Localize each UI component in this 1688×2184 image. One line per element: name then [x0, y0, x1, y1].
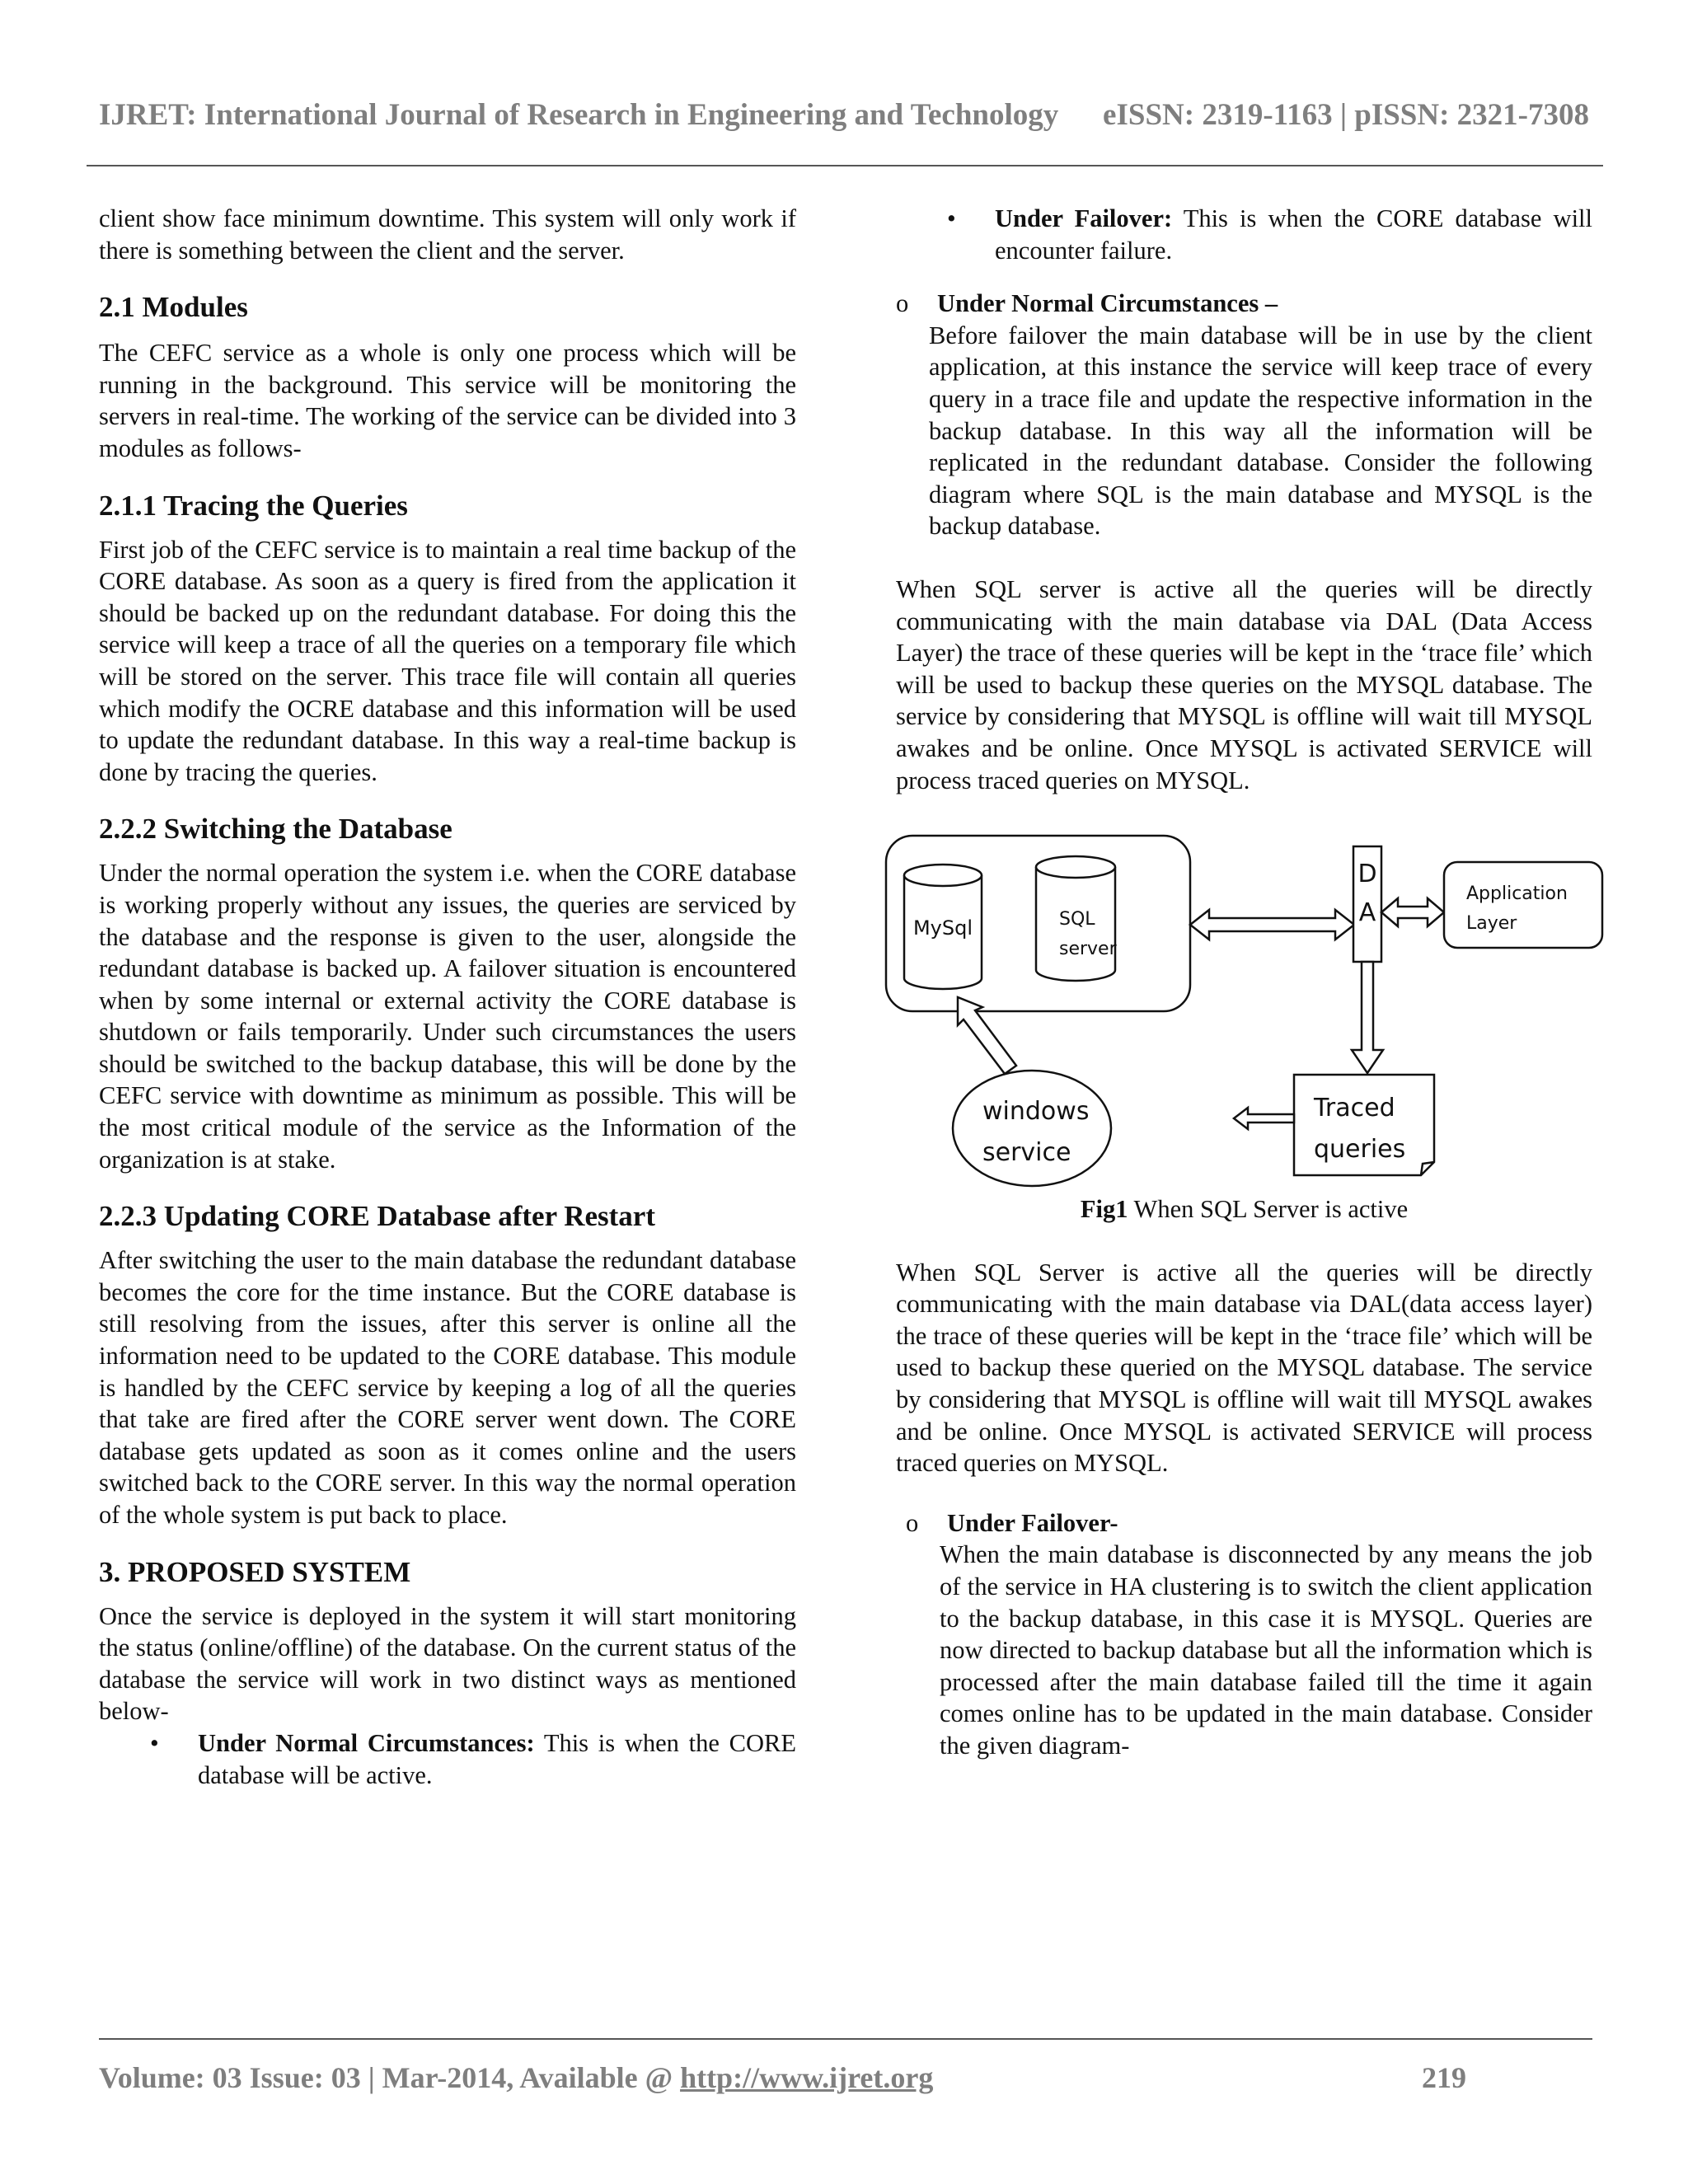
journal-title: IJRET: International Journal of Research in Engineering and Technology: [99, 98, 1059, 132]
journal-link[interactable]: http://www.ijret.org: [680, 2061, 934, 2094]
double-arrow-group-dal: [1190, 910, 1354, 940]
dal-label-line1: D: [1357, 860, 1377, 889]
section-heading-switching: 2.2.2 Switching the Database: [99, 813, 452, 846]
left-arrow-trace-service: [1234, 1108, 1294, 1129]
application-label-line2: Layer: [1466, 913, 1517, 935]
double-arrow-dal-app: [1381, 898, 1444, 926]
figure-sql-active: [884, 834, 1613, 1190]
modules-paragraph: The CEFC service as a whole is only one process which will be running in the background. This service will be monitoring the servers in real-time. The working of the service can be divided into 3 modules as follows-: [99, 339, 796, 462]
sub-item-failover-text: When the main database is disconnected by any means the job of the service in HA clustering is to switch the client application to the backup database, in this case it is MYSQL. Queries are now directed to backup database but all the information which is processed after the main database failed till the time it again comes online has to be updated in the main database. Consider the given diagram-: [940, 1540, 1592, 1760]
figure-caption: [896, 1193, 1592, 1226]
page-footer: [99, 2060, 1592, 2095]
sql-active-paragraph: When SQL server is active all the queries will be directly communicating with the main database via DAL (Data Access Layer) the trace of these queries will be kept in the ‘trace file’ which will be used to backup these queries on the MYSQL database. The service by considering that MYSQL is offline will wait till MYSQL awakes and be online. Once MYSQL is activated SERVICE will process traced queries on MYSQL.: [896, 574, 1592, 794]
bullet-failover-label: Under Failover:: [995, 204, 1173, 232]
footer-volume: Volume: 03 Issue: 03 | Mar-2014, Available @: [99, 2061, 681, 2094]
sub-item-failover: [896, 1507, 1592, 1762]
dal-label-line2: A: [1358, 898, 1376, 928]
section-heading-proposed: 3. PROPOSED SYSTEM: [99, 1555, 411, 1588]
application-label-line1: Application: [1466, 883, 1568, 905]
sub-item-normal-text: Before failover the main database will be in use by the client application, at this instance the service will keep trace of every query in a trace file and update the respective information in the backup database. In this way all the information will be replicated in the redundant database. Consider the following diagram where SQL is the main database and MYSQL is the backup database.: [929, 321, 1592, 541]
section-heading-modules: 2.1 Modules: [99, 291, 248, 324]
caption-label: Fig1: [1080, 1195, 1128, 1224]
sub-item-failover-heading: Under Failover-: [947, 1508, 1118, 1537]
bullet-failover-text: This is when the CORE database will encounter failure.: [995, 204, 1592, 265]
sql-active-paragraph-2: When SQL Server is active all the queries will be directly communicating with the main database via DAL(data access layer) the trace of these queries will be kept in the ‘trace file’ which will be used to backup these queried on the MYSQL database. The service by considering that MYSQL is offline will wait till MYSQL awakes and be online. Once MYSQL is activated SERVICE will process traced queries on MYSQL.: [896, 1258, 1592, 1478]
traced-label-line1: Traced: [1314, 1094, 1395, 1123]
updating-paragraph: After switching the user to the main database the redundant database becomes the core for the time instance. But the CORE database is still resolving from the issues, after this server is online all the information need to be updated to the CORE database. This module is handled by the CEFC service by keeping a log of all the queries that take are fired after the CORE server went down. The CORE database gets updated as soon as it comes online and the users switched back to the CORE server. In this way the normal operation of the whole system is put back to place.: [99, 1246, 796, 1529]
bullet-dot: •: [947, 204, 956, 232]
bullet-normal-label: Under Normal Circumstances:: [198, 1728, 535, 1757]
left-column: [99, 203, 796, 1791]
issn-info: eISSN: 2319-1163 | pISSN: 2321-7308: [1103, 98, 1589, 132]
section-heading-tracing: 2.1.1 Tracing the Queries: [99, 489, 408, 522]
sub-bullet-marker: o: [896, 289, 909, 318]
sub-bullet-marker: o: [906, 1508, 919, 1537]
sql-label-line2: server: [1059, 939, 1117, 960]
traced-label-line2: queries: [1314, 1135, 1406, 1165]
bullet-normal-text: This is when the CORE database will be active.: [198, 1728, 797, 1789]
page-number: 219: [1422, 2061, 1466, 2094]
tracing-paragraph: First job of the CEFC service is to maintain a real time backup of the CORE database. As soon as a query is fired from the application it should be backed up on the redundant database. For doing this the service will keep a trace of all the queries on a temporary file which will be stored on the server. This trace file will contain all queries which modify the OCRE database and this information will be used to update the redundant database. In this way a real-time backup is done by tracing the queries.: [99, 535, 796, 786]
caption-text: When SQL Server is active: [1128, 1195, 1409, 1224]
proposed-paragraph: Once the service is deployed in the system it will start monitoring the status (online/offline) of the database. On the current status of the database the service will work in two distinct ways as mentioned below-: [99, 1601, 796, 1726]
bullet-normal: [99, 1727, 796, 1791]
footer-rule: [99, 2038, 1592, 2040]
sql-label-line1: SQL: [1059, 909, 1095, 930]
switching-paragraph: Under the normal operation the system i.e. when the CORE database is working properly without any issues, the queries are serviced by the database and the response is given to the user, alongside the redundant database is backed up. A failover situation is encountered when by some internal or external activity the CORE database is shutdown or fails temporarily. Under such circumstances the users should be switched to the backup database, this will be done by the CEFC service with downtime as minimum as possible. This will be the most critical module of the service as the Information of the organization is at stake.: [99, 859, 796, 1174]
down-arrow-dal-trace: [1352, 962, 1383, 1073]
header-rule: [87, 165, 1603, 166]
service-label-line1: windows: [982, 1097, 1090, 1127]
section-heading-updating: 2.2.3 Updating CORE Database after Restart: [99, 1200, 655, 1233]
bullet-failover: [896, 203, 1592, 266]
mysql-label: MySql: [912, 916, 973, 940]
page-header: [99, 97, 1589, 133]
sub-item-normal-heading: Under Normal Circumstances –: [937, 289, 1278, 318]
service-label-line2: service: [982, 1138, 1071, 1168]
right-column: [896, 203, 1592, 1762]
architecture-diagram: [884, 834, 1613, 1190]
intro-paragraph: client show face minimum downtime. This system will only work if there is something between the client and the server.: [99, 204, 796, 265]
windows-service-ellipse: [953, 1071, 1111, 1186]
sub-item-normal: [896, 288, 1592, 542]
application-layer-box: [1444, 862, 1602, 948]
bullet-dot: •: [150, 1728, 159, 1757]
